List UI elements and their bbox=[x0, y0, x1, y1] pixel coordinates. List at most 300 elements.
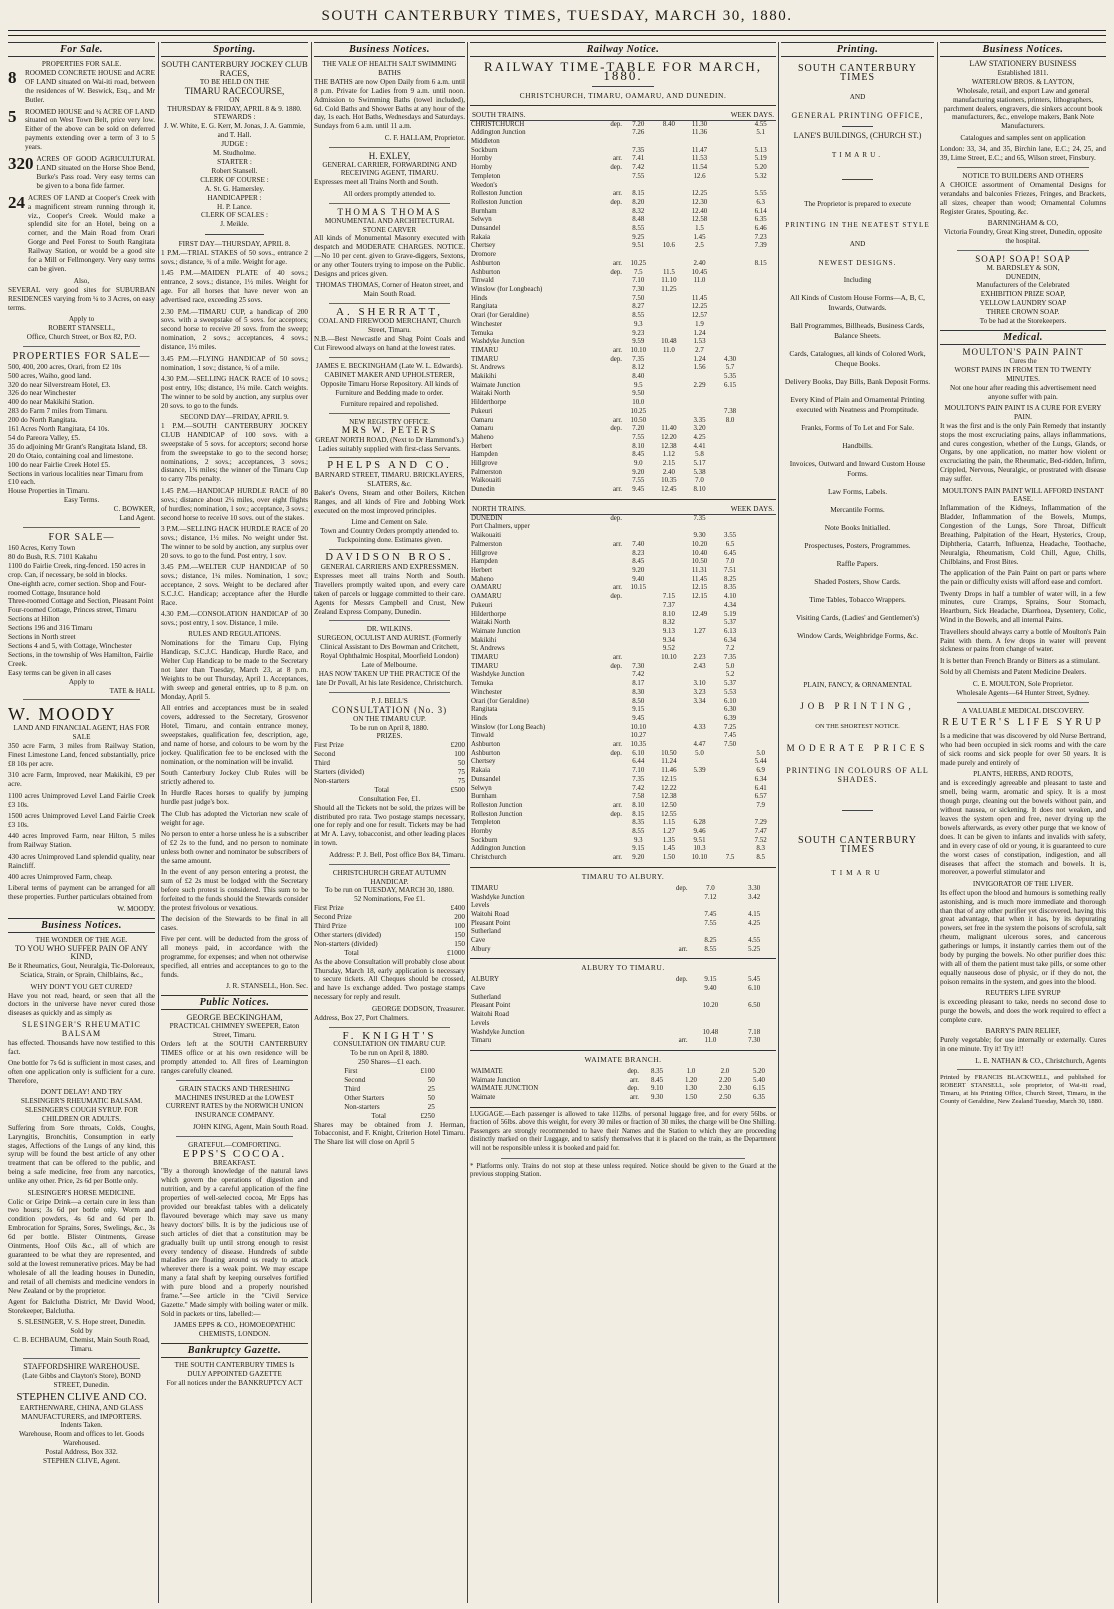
timetable-row bbox=[470, 946, 776, 955]
train-time bbox=[715, 138, 746, 147]
north-trains-label: NORTH TRAINS. bbox=[472, 504, 526, 513]
train-time bbox=[745, 356, 776, 365]
train-time bbox=[684, 373, 715, 382]
timetable-row bbox=[470, 277, 776, 286]
train-time: 9.5 bbox=[633, 381, 643, 389]
arr-dep: dep. bbox=[675, 884, 688, 892]
station-name: Sockburn bbox=[471, 836, 498, 844]
luggage-notice: LUGGAGE.—Each passenger is allowed to take 112lbs. of personal luggage free, and for every 56lbs. or fraction of 56lbs. above this weight, for every 30 miles or fraction of 30 miles, the charge will be One Shilling. Passengers are strongly recommended to have their Names and the Station to which they are proceeding distinctly marked on their Luggage, and to satisfy themselves that it is placed on the train, as the Department will not be responsible unless it is booked and paid for. bbox=[470, 1110, 776, 1153]
timetable-row bbox=[470, 234, 776, 243]
ad-line: Town and Country Orders promptly attended to. bbox=[320, 527, 459, 536]
train-time: 2.40 bbox=[693, 259, 706, 267]
ad-text: One bottle for 7s 6d is sufficient in most cases, and often one application only is sufficient for a cure. Therefore, bbox=[8, 1058, 155, 1085]
train-time bbox=[715, 199, 746, 208]
train-time bbox=[745, 515, 776, 524]
ad-line: Wholesale Agents—64 Hunter Street, Sydney. bbox=[956, 688, 1090, 697]
train-time bbox=[745, 628, 776, 637]
arr-dep bbox=[599, 602, 623, 611]
timetable-row bbox=[470, 811, 776, 820]
ad-line: PLAIN, FANCY, & ORNAMENTAL bbox=[803, 680, 912, 689]
arr-dep: arr. bbox=[613, 346, 622, 354]
timetable-row bbox=[470, 373, 776, 382]
prize-row bbox=[344, 1076, 435, 1085]
arr-dep bbox=[599, 182, 623, 191]
train-time bbox=[684, 671, 715, 680]
train-time: 8.5 bbox=[756, 854, 765, 862]
train-time bbox=[654, 390, 685, 399]
station-name: Tinwald bbox=[471, 277, 494, 285]
train-time bbox=[715, 845, 746, 854]
ad-title: THE WONDER OF THE AGE. bbox=[35, 935, 128, 944]
station-name: Ashburton bbox=[471, 741, 501, 749]
service-item: Cards, Catalogues, all kinds of Colored Work, Cheque Books. bbox=[789, 348, 926, 368]
train-time: 12.45 bbox=[661, 486, 677, 494]
train-time: 9.59 bbox=[632, 338, 645, 346]
prize-row bbox=[344, 1103, 435, 1112]
station-name: Waitohi Road bbox=[471, 910, 509, 918]
official-role: HANDICAPPER : bbox=[207, 193, 262, 202]
station-name: Pukeuri bbox=[471, 407, 493, 415]
train-time: 12.6 bbox=[693, 172, 706, 180]
timetable-row bbox=[470, 523, 776, 532]
timetable-row bbox=[470, 1037, 776, 1046]
column-divider bbox=[467, 42, 468, 1603]
arr-dep bbox=[599, 295, 623, 304]
rule: South Canterbury Jockey Club Rules will be strictly adhered to. bbox=[161, 768, 308, 786]
train-time bbox=[745, 347, 776, 356]
train-time: 5.8 bbox=[695, 451, 704, 459]
list-item: 80 do Bush, R.S. 7101 Kakahu bbox=[8, 552, 98, 561]
station-name: Hornby bbox=[471, 155, 493, 163]
station-name: Oamaru bbox=[471, 425, 494, 433]
train-time bbox=[745, 523, 776, 532]
arr-dep: dep. bbox=[610, 355, 622, 363]
arr-dep bbox=[599, 216, 623, 225]
timetable-row bbox=[470, 645, 776, 654]
property-ad bbox=[8, 69, 155, 105]
train-time: 10.25 bbox=[630, 259, 647, 267]
timetable-row bbox=[470, 637, 776, 646]
week-days-label: WEEK DAYS. bbox=[730, 504, 774, 513]
timetable-row bbox=[470, 356, 776, 365]
train-time: 5.35 bbox=[724, 373, 737, 381]
train-time bbox=[745, 698, 776, 707]
train-time: 3.20 bbox=[693, 425, 706, 433]
station-name: Rakaia bbox=[471, 767, 491, 775]
list-item: Easy terms can be given in all cases bbox=[8, 668, 112, 677]
train-time: 9.45 bbox=[632, 486, 645, 494]
timetable-row bbox=[470, 225, 776, 234]
train-time: 9.3 bbox=[633, 836, 643, 844]
agent-name: TATE & HALL bbox=[109, 686, 155, 695]
prize-value: £400 bbox=[450, 904, 465, 913]
train-time bbox=[745, 460, 776, 469]
arr-dep bbox=[654, 1011, 689, 1020]
ad-title: CONSULTATION (No. 3) bbox=[331, 704, 448, 715]
train-time: 7.26 bbox=[632, 129, 645, 137]
timetable-row bbox=[470, 828, 776, 837]
train-time bbox=[745, 741, 776, 750]
list-item: 35 do adjoining Mr Grant's Rangitata Island, £8. bbox=[8, 442, 148, 451]
train-time: 9.15 bbox=[704, 976, 717, 984]
train-time: 10.20 bbox=[691, 540, 708, 548]
train-time: 6.45 bbox=[724, 549, 737, 557]
ad-text: As the above Consultation will probably close about Thursday, March 18, early application is necessary to secure tickets. All Cheques should be crossed, and have 1s exchange added. Two postage stamps necessary for reply and result. bbox=[314, 957, 465, 1002]
train-time bbox=[715, 147, 746, 156]
arr-dep: arr. bbox=[613, 801, 622, 809]
train-time: 7.20 bbox=[632, 120, 645, 128]
arr-dep: dep. bbox=[610, 749, 622, 757]
ad-text: Twenty Drops in half a tumbler of water will, in a few minutes, cure Cramps, Sprains, Sour Stomach, Heartburn, Sick Headache, Diarrhoea, Dysentery, Colic, Wind in the Bowels, and all internal Pains. bbox=[940, 589, 1106, 625]
train-time: 4.33 bbox=[693, 723, 706, 731]
albury-block bbox=[470, 867, 776, 955]
train-time bbox=[745, 390, 776, 399]
train-time bbox=[654, 541, 685, 550]
train-time bbox=[654, 671, 685, 680]
arr-dep bbox=[599, 645, 623, 654]
prize-row bbox=[344, 1094, 435, 1103]
train-time: 9.20 bbox=[632, 468, 645, 476]
train-time: 8.55 bbox=[632, 828, 645, 836]
signature: L. E. NATHAN & CO., Christchurch, Agents bbox=[975, 1056, 1106, 1065]
prize-label: Third bbox=[314, 759, 330, 768]
train-time bbox=[745, 724, 776, 733]
train-time: 11.10 bbox=[661, 277, 677, 285]
arr-dep bbox=[599, 312, 623, 321]
train-time: 11.47 bbox=[691, 146, 708, 154]
station-name: Rangitata bbox=[471, 303, 498, 311]
train-time bbox=[745, 434, 776, 443]
train-time: 5.37 bbox=[724, 619, 737, 627]
train-time: 10.10 bbox=[630, 346, 647, 354]
train-time: 7.0 bbox=[706, 884, 715, 892]
timetable-row bbox=[470, 593, 776, 602]
ad-text: ACRES OF LAND at Cooper's Creek with a magnificent stream running through it, viz., Cooper's Creek. Would make a splendid site for an Hotel, being on a corner, and the Main Road from Orari Gorge and Peel Forest to South Rangitata Railway Station, or would be a good site for a Mill or Fellmongery. Very easy terms can be given. bbox=[28, 193, 155, 273]
train-time bbox=[745, 295, 776, 304]
train-time: 10.40 bbox=[691, 549, 708, 557]
train-time bbox=[654, 138, 685, 147]
train-time: 1.50 bbox=[662, 854, 675, 862]
train-time: 7.12 bbox=[704, 893, 717, 901]
station-name: Rangitata bbox=[471, 706, 498, 714]
prize-value: 50 bbox=[427, 1076, 435, 1085]
ad-text: Purely vegetable; for use internally or externally. Cures in one minute. Try it! Try it!! bbox=[940, 1036, 1106, 1054]
timetable-row bbox=[470, 654, 776, 663]
train-time bbox=[715, 321, 746, 330]
train-time: 12.20 bbox=[661, 433, 677, 441]
train-time: 1.45 bbox=[662, 845, 675, 853]
service-item: Shaded Posters, Show Cards. bbox=[814, 576, 901, 586]
arr-dep bbox=[599, 724, 623, 733]
ad-title: PROPERTIES FOR SALE— bbox=[12, 350, 151, 362]
ad-line: Apply to bbox=[68, 677, 95, 686]
station-name: Herbert bbox=[471, 442, 493, 450]
station-name: Templeton bbox=[471, 819, 501, 827]
ad-text: CONSULTATION ON TIMARU CUP. bbox=[333, 1040, 446, 1049]
train-time: 8.10 bbox=[632, 801, 645, 809]
ad-text: Travellers should always carry a bottle of Moulton's Pain Paint with them. A few drops in water will prevent sickness or pains from change of water. bbox=[940, 627, 1106, 654]
station-name: Levels bbox=[471, 902, 490, 910]
ad-title: DR. WILKINS. bbox=[366, 625, 413, 634]
prize-table bbox=[314, 904, 465, 957]
timetable-row bbox=[470, 628, 776, 637]
list-item: 430 acres Unimproved Land splendid quality, near Raincliff. bbox=[8, 852, 155, 870]
race-event: 1 P.M.—SOUTH CANTERBURY JOCKEY CLUB HANDICAP of 100 sovs. with a sweepstake of 5 sovs. for acceptors; second horse from the sweepstake to go to the second horse; nominations, 2 sovs.; acceptances, 3 sovs.; distance, 1¾ miles; the winner of the Timaru Cup to carry 7lbs penalty. bbox=[161, 421, 308, 484]
waimate-block bbox=[470, 1050, 776, 1103]
train-time: 5.13 bbox=[754, 146, 767, 154]
station-name: Waitohi Road bbox=[471, 1011, 509, 1019]
train-time: 7.29 bbox=[754, 819, 767, 827]
train-time: 5.0 bbox=[725, 662, 735, 670]
masthead: SOUTH CANTERBURY TIMES, TUESDAY, MARCH 30, 1880. bbox=[321, 8, 793, 24]
timetable-row bbox=[470, 182, 776, 191]
ad-line: Easy Terms. bbox=[63, 496, 100, 505]
train-time bbox=[745, 663, 776, 672]
service-item: Ball Programmes, Billheads, Business Cards, Balance Sheets. bbox=[790, 320, 925, 340]
train-time bbox=[732, 902, 776, 911]
train-time: 1.30 bbox=[684, 1085, 697, 1093]
train-time: 5.17 bbox=[693, 460, 706, 468]
train-time: 12.15 bbox=[691, 593, 708, 601]
train-time: 1.0 bbox=[686, 1067, 696, 1075]
train-time bbox=[623, 523, 654, 532]
ad-title: F. KNIGHT'S bbox=[342, 1029, 437, 1042]
timetable-row bbox=[470, 758, 776, 767]
arr-dep bbox=[599, 680, 623, 689]
train-time bbox=[654, 399, 685, 408]
station-name: Winchester bbox=[471, 320, 503, 328]
train-time bbox=[745, 550, 776, 559]
station-name: Chertsey bbox=[471, 242, 496, 250]
train-time: 8.45 bbox=[650, 1076, 664, 1084]
train-time: 4.41 bbox=[693, 442, 706, 450]
ad-title: SOUTH CANTERBURY JOCKEY CLUB RACES, bbox=[161, 59, 308, 78]
train-time bbox=[654, 550, 685, 559]
ad-line: Lime and Cement on Sale. bbox=[351, 518, 428, 527]
train-time bbox=[689, 1011, 733, 1020]
ad-text: Should all the Tickets not be sold, the prizes will be distributed pro rata. Two postage stamps necessary, one for reply and one for result. Tickets may be had at Mr A. Lavy, tobacconist, and other leading places in town. bbox=[314, 803, 465, 848]
ad-text: THE BATHS are now Open Daily from 6 a.m. until 8 p.m. Private for Ladies from 9 a.m. until noon. Admission to Swimming Baths (towel included), 6d. Cold Baths and Shower Baths at any hour of the day, 1s each. Hot Baths, Wednesdays and Saturdays. Sundays from 6 a.m. until 11 a.m. bbox=[314, 77, 465, 131]
station-name: Dromore bbox=[471, 251, 496, 259]
ad-line: ON THE TIMARU CUP. bbox=[353, 714, 426, 723]
train-time: 8.35 bbox=[650, 1067, 664, 1075]
station-name: Sockburn bbox=[471, 146, 498, 154]
train-time: 7.55 bbox=[632, 172, 645, 180]
timetable-row bbox=[470, 885, 776, 894]
arr-dep bbox=[599, 619, 623, 628]
ad-line: 250 Shares—£1 each. bbox=[358, 1058, 421, 1067]
station-name: Tinwald bbox=[471, 732, 494, 740]
train-time bbox=[745, 277, 776, 286]
train-time bbox=[654, 129, 685, 138]
train-time: 6.15 bbox=[724, 381, 737, 389]
train-time bbox=[715, 208, 746, 217]
train-time bbox=[654, 321, 685, 330]
train-time: 11.54 bbox=[691, 164, 708, 172]
timetable-row bbox=[470, 515, 776, 524]
train-time: 6.5 bbox=[725, 540, 735, 548]
timetable-row bbox=[470, 776, 776, 785]
train-time bbox=[654, 251, 685, 260]
platform-notice: * Platforms only. Trains do not stop at these unless required. Notice should be given to the Guard at the previous stopping Station. bbox=[470, 1162, 776, 1179]
train-time: 3.42 bbox=[748, 893, 761, 901]
train-time bbox=[654, 373, 685, 382]
ad-title: THE VALE OF HEALTH SALT SWIMMING BATHS bbox=[322, 60, 457, 77]
list-item: 440 acres Improved Farm, near Hilton, 5 miles from Railway Station. bbox=[8, 832, 155, 850]
train-time bbox=[715, 451, 746, 460]
train-time bbox=[654, 532, 685, 541]
arr-dep bbox=[599, 785, 623, 794]
train-time bbox=[715, 121, 746, 130]
ad-text: SEVERAL very good sites for SUBURBAN RESIDENCES varying from ¼ to 3 Acres, on easy terms. bbox=[8, 285, 155, 312]
station-name: Hillgrove bbox=[471, 460, 498, 468]
station-name: Hampden bbox=[471, 558, 498, 566]
train-time: 11.24 bbox=[661, 758, 677, 766]
station-name: Hornby bbox=[471, 828, 493, 836]
ad-title: STEPHEN CLIVE AND CO. bbox=[16, 1390, 147, 1403]
train-time bbox=[654, 295, 685, 304]
arr-dep bbox=[599, 129, 623, 138]
prize-label: Third bbox=[344, 1084, 361, 1093]
rule: No person to enter a horse unless he is a subscriber of £2 2s to the fund, and no person to nominate unless both owner and nominator be subscribers of the same amount. bbox=[161, 829, 308, 865]
train-time: 10.25 bbox=[630, 407, 647, 415]
train-time: 5.2 bbox=[725, 671, 735, 679]
prize-label: First Prize bbox=[314, 904, 344, 913]
train-time: 12.30 bbox=[691, 198, 708, 206]
timetable-row bbox=[470, 706, 776, 715]
train-time: 8.15 bbox=[632, 810, 645, 818]
train-time: 9.40 bbox=[704, 985, 717, 993]
train-time bbox=[654, 382, 685, 391]
train-time bbox=[654, 663, 685, 672]
ad-line: Victoria Foundry, Great King street, Dunedin, opposite the hospital. bbox=[943, 227, 1103, 245]
train-time bbox=[745, 541, 776, 550]
train-time: 1.24 bbox=[693, 355, 706, 363]
train-time bbox=[654, 216, 685, 225]
train-time bbox=[684, 785, 715, 794]
agent-name: ROBERT STANSELL, bbox=[48, 323, 115, 332]
rule: In the event of any person entering a protest, the sum of £2 2s must be lodged with the Secretary before such protest is considered. This sum to be forfeited to the funds should the Stewards consider the protest frivolous or vexatious. bbox=[161, 868, 308, 912]
train-time: 10.3 bbox=[693, 845, 706, 853]
ad-line: LANE'S BUILDINGS, (CHURCH ST.) bbox=[793, 130, 922, 140]
train-time: 5.39 bbox=[693, 767, 706, 775]
list-item: 310 acre Farm, Improved, near Makikihi, £9 per acre. bbox=[8, 771, 155, 789]
train-time bbox=[684, 286, 715, 295]
train-time: 7.20 bbox=[632, 425, 645, 433]
prize-total bbox=[314, 949, 465, 958]
train-time: 7.9 bbox=[756, 801, 765, 809]
station-name: Washdyke Junction bbox=[471, 671, 525, 679]
arr-dep bbox=[599, 567, 623, 576]
train-time bbox=[654, 558, 685, 567]
arr-dep bbox=[599, 819, 623, 828]
train-time: 6.10 bbox=[632, 749, 645, 757]
arr-dep bbox=[654, 1002, 689, 1011]
ad-title: INVIGORATOR OF THE LIVER. bbox=[972, 879, 1074, 888]
ad-title: PHELPS AND CO. bbox=[327, 460, 452, 472]
arr-dep: arr. bbox=[613, 486, 622, 494]
train-time bbox=[654, 260, 685, 269]
ad-title: TO YOU WHO SUFFER PAIN OF ANY KIND, bbox=[15, 943, 148, 962]
train-time bbox=[715, 234, 746, 243]
section-heading: Public Notices. bbox=[161, 995, 308, 1010]
train-time: 6.10 bbox=[748, 985, 761, 993]
station-name: Orari (for Geraldine) bbox=[471, 697, 529, 705]
train-time: 2.40 bbox=[662, 468, 675, 476]
train-time bbox=[715, 312, 746, 321]
train-time bbox=[745, 312, 776, 321]
train-time bbox=[715, 434, 746, 443]
station-name: Pukeuri bbox=[471, 601, 493, 609]
timetable-row bbox=[470, 1085, 776, 1094]
ad-text: (Late Gibbs and Clayton's Store), BOND STREET, Dunedin. bbox=[22, 1371, 141, 1389]
ad-title: DULY APPOINTED GAZETTE bbox=[187, 1370, 282, 1379]
timetable-row bbox=[470, 417, 776, 426]
train-time bbox=[745, 706, 776, 715]
signature: GEORGE DODSON, Treasurer. bbox=[371, 1004, 465, 1013]
station-name: Hornby bbox=[471, 164, 493, 172]
train-time: 10.50 bbox=[630, 416, 647, 424]
train-time bbox=[689, 1020, 733, 1029]
train-time bbox=[745, 443, 776, 452]
ad-text: Be it Rheumatics, Gout, Neuralgia, Tic-Doloreaux, Sciatica, Strain, or Sprain, Chilblains, &c., bbox=[8, 962, 155, 980]
train-time bbox=[654, 417, 685, 426]
train-time bbox=[715, 523, 746, 532]
official-name: J. W. White, E. G. Kerr, M. Jonas, J. A. Gammie, and T. Hall. bbox=[163, 122, 306, 140]
timetable-row bbox=[470, 724, 776, 733]
train-time bbox=[684, 811, 715, 820]
train-time bbox=[745, 451, 776, 460]
train-time: 6.50 bbox=[748, 1002, 761, 1010]
train-time: 7.35 bbox=[724, 654, 737, 662]
station-name: Hampden bbox=[471, 451, 498, 459]
train-time: 6.44 bbox=[632, 758, 645, 766]
train-time: 9.52 bbox=[662, 645, 675, 653]
station-name: Chertsey bbox=[471, 758, 496, 766]
timetable-row bbox=[470, 190, 776, 199]
station-name: Pleasant Point bbox=[471, 919, 511, 927]
station-name: Hillgrove bbox=[471, 549, 498, 557]
prize-label: Non-starters (divided) bbox=[314, 939, 378, 948]
train-time bbox=[684, 793, 715, 802]
train-time: 7.5 bbox=[725, 854, 735, 862]
arr-dep: arr. bbox=[613, 584, 622, 592]
train-time bbox=[654, 164, 685, 173]
ad-line: Postal Address, Box 332. bbox=[45, 1448, 118, 1457]
train-time: 10.48 bbox=[702, 1028, 719, 1036]
ad-text: and is exceedingly agreeable and pleasant to taste and smell, being warm, aromatic and spicy. It is a most though purge, cleaning out the bowels without pain, and without nausea, or sickening. It does not weaken, and leaves the system open and free, never drying up the bowels afterwards, as every other purge that we know of does. It can be given to infants and invalids with safety, and in every case of old or young, it is guaranteed to cure the worst cases of constipation, indigestion, and all diseases that affect the stomach and bowels. It is, moreover, a powerful stimulator and bbox=[940, 779, 1106, 877]
property-list bbox=[8, 742, 155, 882]
ad-title: NOTICE TO BUILDERS AND OTHERS bbox=[962, 171, 1084, 180]
list-item: Four-roomed Cottage, Princes street, Timaru bbox=[8, 606, 137, 615]
train-time: 6.10 bbox=[724, 697, 737, 705]
station-name: Burnham bbox=[471, 207, 497, 215]
arr-dep bbox=[599, 523, 623, 532]
ad-text: Expresses meet all trains North and South. Travellers promptly waited upon, and every care taken of parcels or luggage committed to their care. Agents for Messrs Campbell and Crust, New Zealand Express Company, Dunedin. bbox=[314, 571, 465, 616]
station-name: Waimate bbox=[471, 1093, 496, 1101]
train-time bbox=[715, 837, 746, 846]
train-time: 2.29 bbox=[693, 381, 706, 389]
train-time bbox=[745, 671, 776, 680]
train-time: 7.45 bbox=[724, 732, 737, 740]
train-time bbox=[745, 576, 776, 585]
service-item: Visiting Cards, (Ladies' and Gentlemen's) bbox=[795, 612, 920, 622]
train-time: 12.57 bbox=[691, 312, 708, 320]
timetable-title: RAILWAY TIME-TABLE FOR MARCH, 1880. bbox=[484, 59, 762, 83]
train-time: 10.15 bbox=[630, 584, 647, 592]
race-event: 3 P.M.—SELLING HACK HURDLE RACE of 20 sovs.; distance, 1½ miles. No weight under 9st. The winner to be sold by auction, any surplus over 20 sovs. to go to the fund. Post entry, 1 sov. bbox=[161, 524, 308, 560]
ad-text: COAL AND FIREWOOD MERCHANT, Church Street, Timaru. bbox=[318, 317, 461, 335]
